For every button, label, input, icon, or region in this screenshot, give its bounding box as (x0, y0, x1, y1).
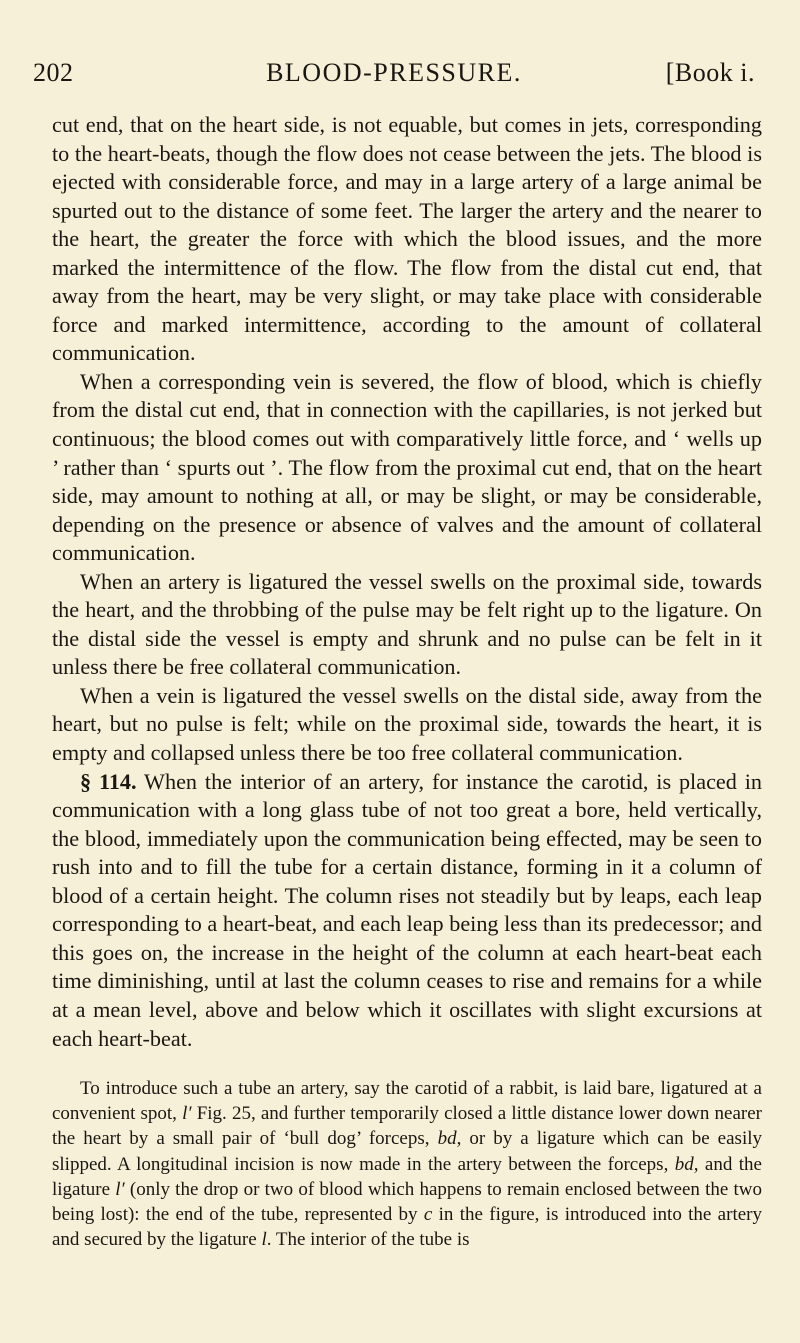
note-italic-ref: bd (437, 1128, 457, 1150)
running-head (33, 58, 755, 98)
note-text: , and the ligature (52, 1153, 762, 1200)
book-label: [Book i. (665, 58, 755, 87)
paragraph-5 (52, 768, 762, 1053)
note-text: (only the drop or two of blood which happens to remain enclosed between the two being lost): the end of the tube, represented by (52, 1178, 762, 1226)
paragraph-4: When a vein is ligatured the vessel swells on the distal side, away from the heart, but no pulse is felt; while on the proximal side, towards the heart, it is empty and collapsed unless there be too free collateral communication. (52, 682, 762, 766)
main-text (52, 111, 762, 1053)
small-print-note (52, 1076, 762, 1252)
note-paragraph (52, 1076, 762, 1252)
note-italic-ref: c (423, 1204, 433, 1226)
note-italic-ref: bd (674, 1153, 694, 1175)
page-number: 202 (33, 58, 74, 87)
paragraph-5-text: When the interior of an artery, for instance the carotid, is placed in communication with a long glass tube of not too great a bore, held vertically, the blood, immediately upon the communication being effected, may be seen to rush into and to fill the tube for a certain distance, forming in it a column of blood of a certain height. The column rises not steadily but by leaps, each leap corresponding to a heart-beat, and each leap being less than its predecessor; and this goes on, the increase in the height of the column at each heart-beat each time diminishing, until at last the column ceases to rise and remains for a while at a mean level, above and below which it oscillates with slight excursions at each heart-beat. (52, 768, 762, 1051)
note-italic-ref: l′ (182, 1103, 192, 1125)
note-text: To introduce such a tube an artery, say the carotid of a rabbit, is laid bare, ligatured at a convenient spot, (52, 1078, 762, 1125)
note-italic-ref: l′ (115, 1178, 125, 1200)
paragraph-1: cut end, that on the heart side, is not equable, but comes in jets, corresponding to the heart-beats, though the flow does not cease between the jets. The blood is ejected with considerable force, and may in a large artery of a large animal be spurted out to the distance of some feet. The larger the artery and the nearer to the heart, the greater the force with which the blood issues, and the more marked the intermittence of the flow. The flow from the distal cut end, that away from the heart, may be very slight, or may take place with considerable force and marked intermittence, according to the amount of collateral communication. (52, 112, 762, 366)
note-text: , or by a ligature which can be easily slipped. A longitudinal incision is now made in the artery between the forceps, (52, 1128, 763, 1175)
paragraph-3: When an artery is ligatured the vessel swells on the proximal side, towards the heart, and the throbbing of the pulse may be felt right up to the ligature. On the distal side the vessel is empty and shrunk and no pulse can be felt in it unless there be free collateral communication. (52, 568, 762, 680)
running-title: BLOOD-PRESSURE. (266, 58, 522, 87)
note-text: . The interior of the tube is (266, 1229, 470, 1251)
paragraph-2: When a corresponding vein is severed, the flow of blood, which is chiefly from the distal cut end, that in connection with the capillaries, is not jerked but continuous; the blood comes out with comparatively little force, and ‘ wells up ’ rather than ‘ spurts out ’. The flow from the proximal cut end, that on the heart side, may amount to nothing at all, or may be slight, or may be considerable, depending on the presence or absence of valves and the amount of collateral communication. (52, 368, 762, 566)
note-text: in the figure, is introduced into the artery and secured by the ligature (52, 1204, 762, 1251)
note-italic-ref: l (261, 1229, 267, 1251)
note-text: Fig. 25, and further temporarily closed a little distance lower down nearer the heart by a small pair of ‘bull dog’ forceps, (52, 1103, 762, 1150)
section-number: § 114. (80, 768, 137, 794)
